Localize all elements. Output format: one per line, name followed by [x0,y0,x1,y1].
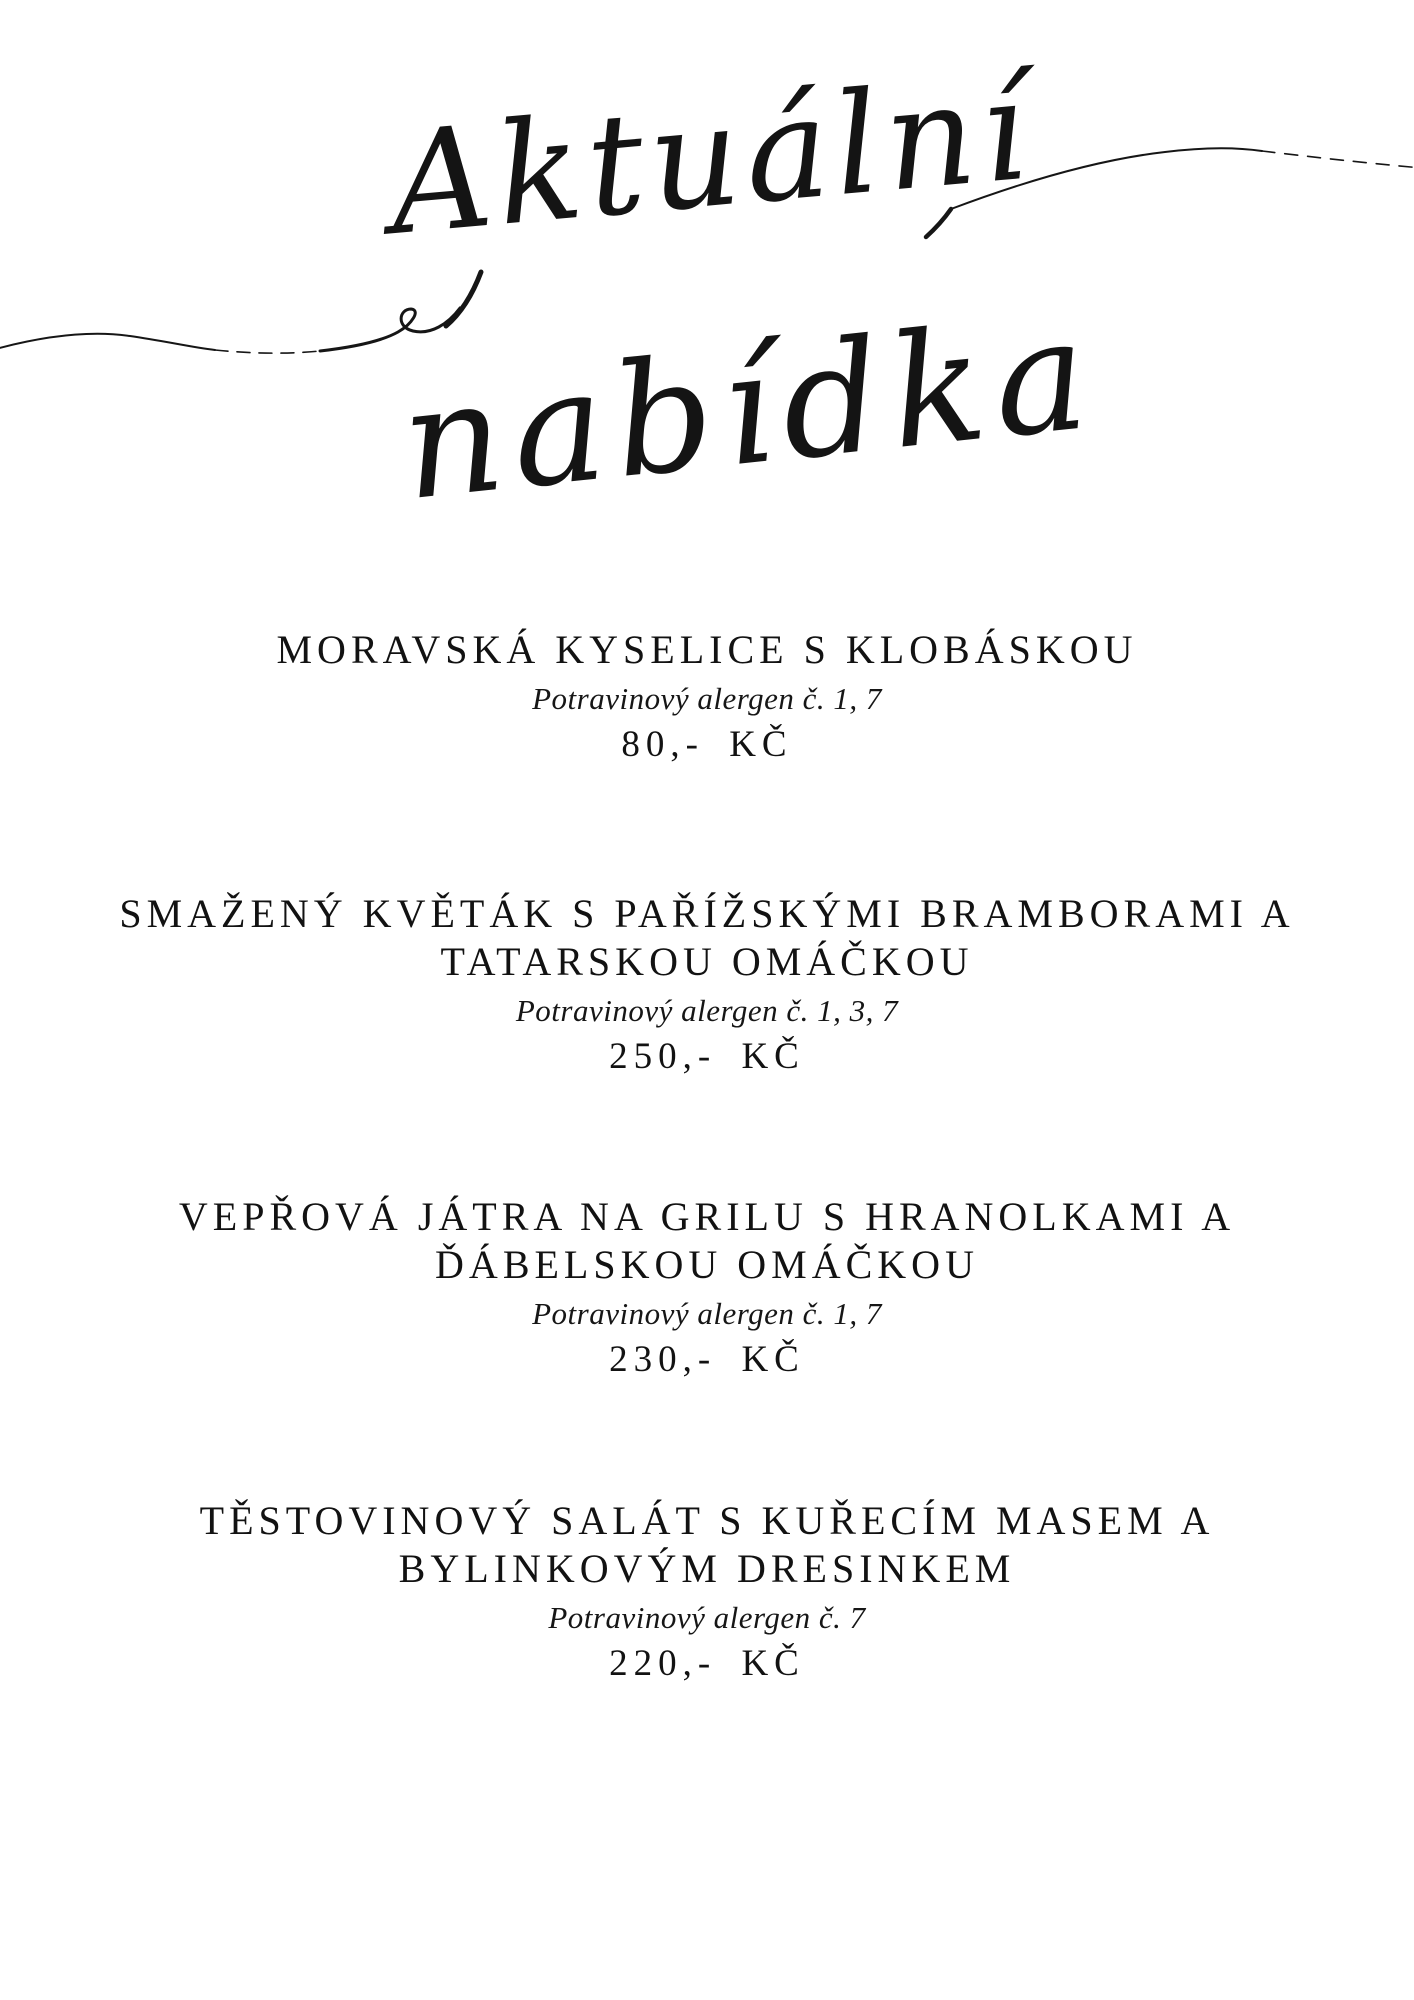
script-title [0,0,1414,560]
price: 250,- KČ [609,1036,805,1077]
price: 230,- KČ [609,1339,805,1380]
dish-name-line: TĚSTOVINOVÝ SALÁT S KUŘECÍM MASEM A [199,1498,1215,1543]
dish-name-line: MORAVSKÁ KYSELICE S KLOBÁSKOU [276,627,1138,672]
dish-name-line: ĎÁBELSKOU OMÁČKOU [435,1242,979,1287]
title-word-1: Aktuální [383,48,1039,267]
menu-item-3 [0,1193,1414,1383]
flourish-left-loop [320,308,460,351]
menu-item-1 [0,626,1414,768]
flourish-right-fade [1262,151,1414,168]
dish-name-line: TATARSKOU OMÁČKOU [440,939,974,984]
allergen-note: Potravinový alergen č. 1, 7 [532,681,882,716]
dish-name [0,626,1414,674]
menu-item-4 [0,1497,1414,1687]
allergen-note: Potravinový alergen č. 1, 7 [532,1296,882,1331]
allergen-note: Potravinový alergen č. 7 [548,1600,866,1635]
dish-name-line: BYLINKOVÝM DRESINKEM [398,1546,1016,1591]
flourish-left-fade [215,350,320,353]
allergen-note: Potravinový alergen č. 1, 3, 7 [515,993,899,1028]
title-word-2: nabídka [393,282,1106,536]
dish-name [0,890,1414,986]
dish-name-line: VEPŘOVÁ JÁTRA NA GRILU S HRANOLKAMI A [178,1194,1236,1239]
price: 80,- KČ [621,724,793,765]
price: 220,- KČ [609,1643,805,1684]
flourish-left-tail [446,272,481,326]
dish-name [0,1193,1414,1289]
dish-name-line: SMAŽENÝ KVĚTÁK S PAŘÍŽSKÝMI BRAMBORAMI A [119,891,1295,936]
dish-name [0,1497,1414,1593]
flourish-left-line [0,334,215,350]
menu-item-2 [0,890,1414,1080]
